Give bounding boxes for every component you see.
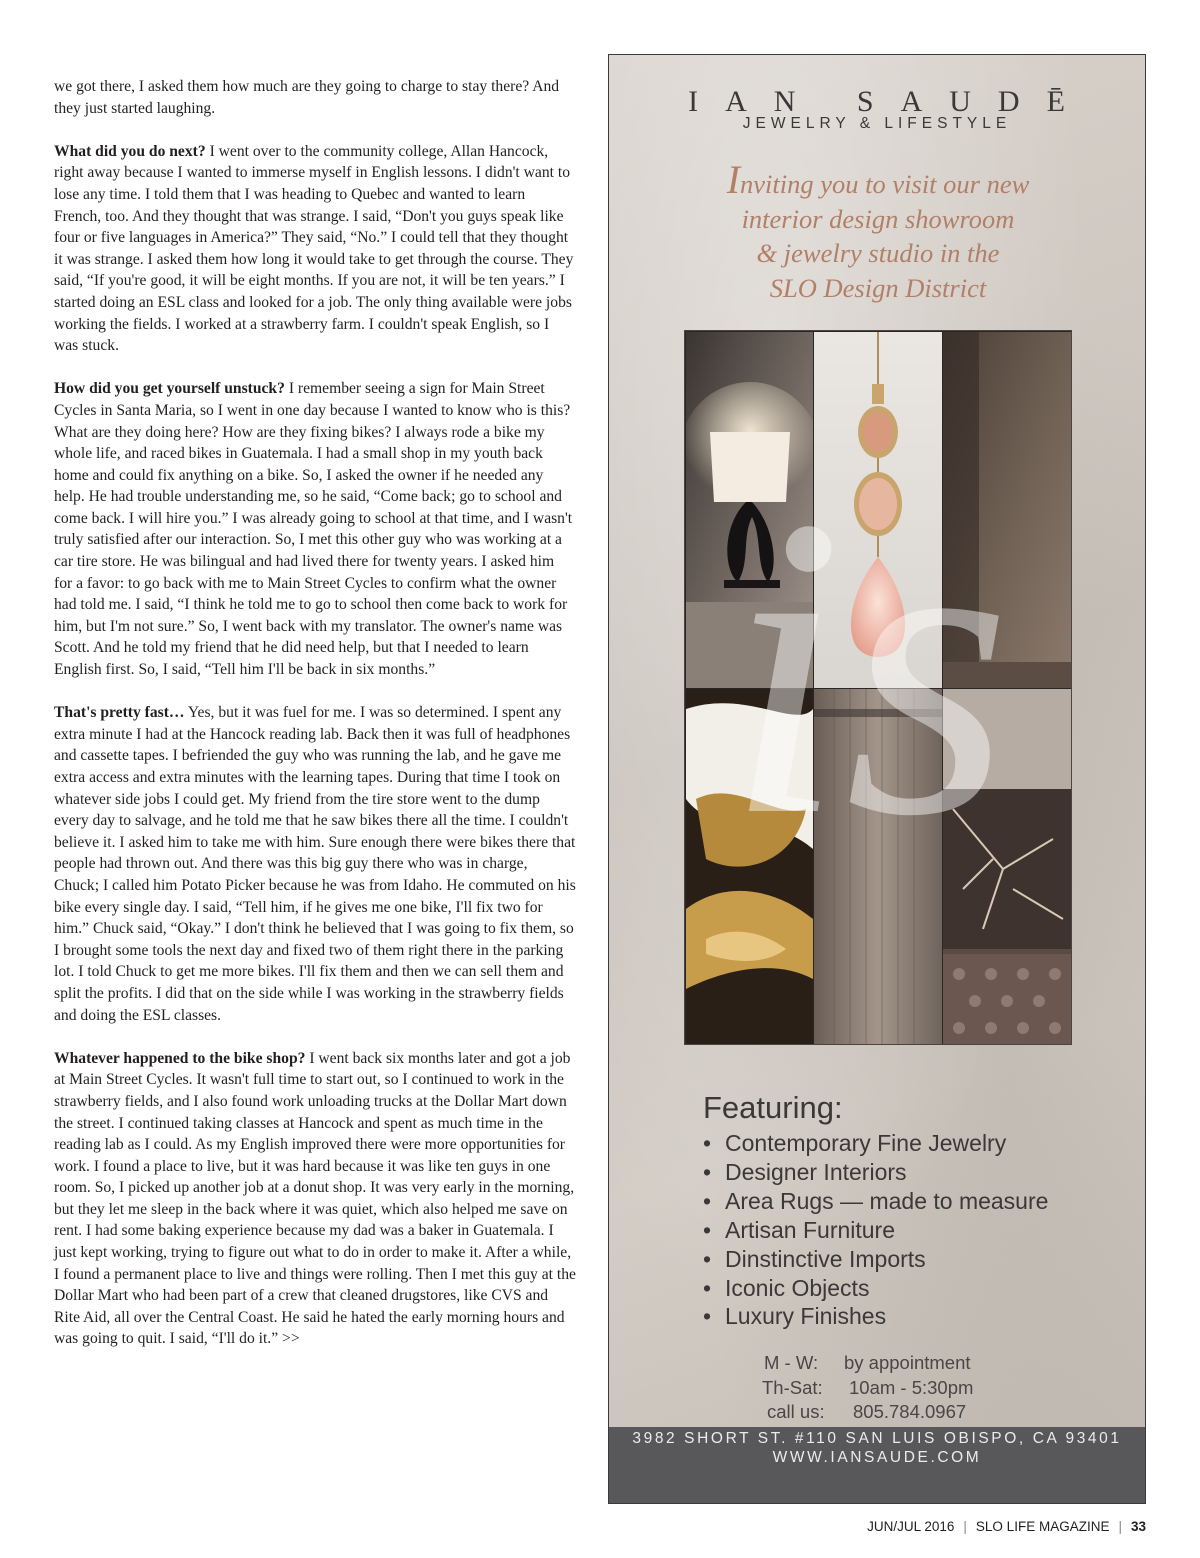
article-paragraph <box>54 1048 576 1350</box>
hours-label: M - W: <box>764 1352 819 1373</box>
featuring-item-label: Contemporary Fine Jewelry <box>725 1130 1007 1156</box>
featuring-item <box>703 1187 1048 1216</box>
hours-row <box>762 1376 973 1401</box>
bullet-icon: • <box>703 1303 712 1330</box>
featuring-title: Featuring: <box>703 1090 843 1125</box>
page-number: 33 <box>1130 1519 1146 1534</box>
bullet-icon: • <box>703 1245 712 1272</box>
bullet-icon: • <box>703 1158 712 1185</box>
business-hours <box>764 1351 973 1425</box>
featuring-item <box>703 1302 1048 1331</box>
answer-text: I remember seeing a sign for Main Street Cycles in Santa Maria, so I went in one day because I wanted to know who is this? What are they doing here? How are they fixing bikes? I always rode a bike my whole life, and raced bikes in Guatemala. I had a small shop in my youth back home and could fix anything on a bike. So, I asked the owner if he needed any help. He had trouble understanding me, so he said, “Come back; go to school and come back. I will hire you.” I was already going to school at that time, and I wasn't truly satisfied after our interaction. So, I met this other guy who was working at a car tire store. He was bilingual and had lived there for twenty years. I asked him for a favor: to go back with me to Main Street Cycles to confirm what the owner had told me. I said, “I think he told me to go to school then come back to work for him, but I'm not sure.” So, I went back with my translator. The owner's name was Scott. And he told my friend that he did need help, but that I needed to learn English first. So, I said, “Tell him I'll be back in six months.” <box>54 380 573 679</box>
address-text: 3982 SHORT ST. #110 SAN LUIS OBISPO, CA 93401 <box>632 1430 1122 1447</box>
hours-value: 10am - 5:30pm <box>849 1376 974 1398</box>
bullet-icon: • <box>703 1187 712 1214</box>
question-text: That's pretty fast… <box>54 704 185 722</box>
featuring-list <box>703 1129 1048 1331</box>
invite-line: & jewelry studio in the <box>756 238 1000 268</box>
hours-label: Th-Sat: <box>762 1376 823 1398</box>
bullet-icon: • <box>703 1216 712 1243</box>
question-text: What did you do next? <box>54 142 206 160</box>
question-text: Whatever happened to the bike shop? <box>54 1049 306 1067</box>
website-link[interactable]: WWW.IANSAUDE.COM <box>772 1449 982 1466</box>
product-photo-grid <box>684 330 1072 1045</box>
answer-text: Yes, but it was fuel for me. I was so determined. I spent any extra minute I had at the Hancock reading lab. Back then it was full of headphones and cassette tapes. I befriended the guy who was running the lab, and he gave me extra access and extra minutes with the learning tapes. During that time I took on whatever side jobs I could get. My friend from the tire store went to the dump every day to salvage, and he told me that he saw bikes there all the time. I couldn't believe it. I asked him to take me with him. Sure enough there were bikes there that people had thrown out. And there was this big guy there who was in charge, Chuck; I called him Potato Picker because he was from Idaho. He commuted on his bike every single day. I said, “Tell him, if he gives me one bike, I'll fix two for him.” Chuck said, “Okay.” I don't think he believed that I was going to fix them, so I brought some tools the next day and fixed two of them right there in the parking lot. I told Chuck to get me more bikes. I'll fix them and then we can sell them and split the profits. I did that on the side while I was working in the strawberry fields and doing the ESL classes. <box>54 704 576 1024</box>
invitation-text <box>649 157 1107 305</box>
featuring-item-label: Luxury Finishes <box>725 1303 887 1330</box>
monogram-overlay <box>685 331 1071 1044</box>
invite-initial: I <box>726 157 741 202</box>
featuring-item-label: Dinstinctive Imports <box>725 1245 926 1272</box>
hours-row <box>767 1400 973 1425</box>
article-paragraph <box>54 141 576 357</box>
answer-text: I went over to the community college, Allan Hancock, right away because I wanted to immerse myself in English lessons. I didn't want to lose any time. I told them that I was heading to Quebec and wanted to learn French, too. And they thought that was strange. I said, “Don't you guys speak like four or five languages in America?” They said, “No.” I could tell that they thought it was strange. I asked them how long it would take to get through the course. They said, “If you're good, it will be eight months. If you are not, it will be ten years.” I started doing an ESL class and looked for a job. The only thing available were jobs working the fields. I worked at a strawberry farm. I couldn't speak English, so I was stuck. <box>54 142 574 355</box>
article-paragraph <box>54 76 576 119</box>
phone-number[interactable]: 805.784.0967 <box>853 1401 967 1422</box>
article-paragraph <box>54 702 576 1026</box>
bullet-icon: • <box>703 1130 712 1156</box>
advertisement-ian-saude <box>608 54 1146 1504</box>
bullet-icon: • <box>703 1274 712 1301</box>
featuring-item <box>703 1216 1048 1245</box>
invite-line: SLO Design District <box>769 272 987 303</box>
featuring-item <box>703 1274 1048 1303</box>
article-paragraph <box>54 378 576 680</box>
monogram-text: is <box>725 429 1012 905</box>
footer-separator: | <box>1118 1519 1122 1534</box>
featuring-item <box>703 1158 1048 1187</box>
address-bar <box>609 1427 1145 1503</box>
issue-date: JUN/JUL 2016 <box>867 1519 955 1534</box>
featuring-item-label: Artisan Furniture <box>725 1216 896 1243</box>
invite-line: interior design showroom <box>741 203 1015 234</box>
featuring-item-label: Area Rugs — made to measure <box>725 1187 1049 1214</box>
question-text: How did you get yourself unstuck? <box>54 380 285 398</box>
answer-text: I went back six months later and got a job at Main Street Cycles. It wasn't full time to start out, so I continued to work in the strawberry fields, and I also found work unloading trucks at the Dollar Mart down the street. I continued taking classes at Hancock and spent as much time in the reading lab as I could. As my English improved there were more opportunities for work. I found a place to live, but it was hard because it was like ten guys in one room. So, I picked up another job at a donut shop. It was very early in the morning, but they let me sleep in the back where it was quiet, which also helped me save on rent. I had some baking experience because my dad was a baker in Guatemala. I just kept working, trying to figure out what to do in order to make it. After a while, I found a permanent place to live and things were rolling. Then I met this guy at the Dollar Mart who had been part of a crew that cleaned drugstores, like CVS and Rite Aid, all over the Central Coast. He said he hated the early morning hours and was going to quit. I said, “I'll do it.” >> <box>54 1049 576 1348</box>
featuring-item-label: Designer Interiors <box>725 1158 907 1185</box>
page-footer <box>867 1519 1146 1534</box>
featuring-item <box>703 1129 1048 1158</box>
featuring-item-label: Iconic Objects <box>725 1274 870 1301</box>
footer-separator: | <box>963 1519 967 1534</box>
magazine-name: SLO LIFE MAGAZINE <box>975 1519 1110 1534</box>
brand-tagline: JEWELRY & LIFESTYLE <box>742 115 1012 132</box>
invite-line-text: nviting you to visit our new <box>740 169 1030 199</box>
invite-line <box>649 157 1107 202</box>
featuring-item <box>703 1245 1048 1274</box>
hours-row <box>764 1351 973 1376</box>
hours-value: by appointment <box>844 1352 971 1373</box>
article-column <box>54 76 576 1372</box>
answer-text: we got there, I asked them how much are they going to charge to stay there? And they just started laughing. <box>54 78 560 117</box>
hours-label: call us: <box>767 1401 825 1422</box>
brand-name: IAN SAUDĒ <box>688 85 1092 118</box>
